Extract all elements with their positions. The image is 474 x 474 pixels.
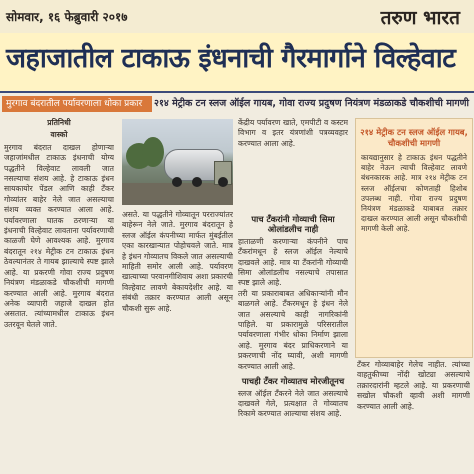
- article-column-3-top: [238, 118, 348, 210]
- article-column-1: [4, 118, 114, 470]
- article-column-3: [238, 210, 348, 470]
- masthead-bar: [0, 0, 474, 34]
- article-text: टँकर गोव्याबाहेर गेलेच नाहीत. त्यांच्या वाहतुकीच्या नोंदी खोट्या असल्याचे तक्रारदारांनी म्हटले आहे. या प्रकरणाची सखोल चौकशी व्हावी अशी मागणी करण्यात आली आहे.: [357, 360, 470, 411]
- article-text: हाताळणी करणाऱ्या कंपनीने पाच टँकरांमधून हे स्लज ऑईल नेल्याचे दाखवले आहे. मात्र या टँकरांनी गोव्याची सिमा ओलांडलीच नसल्याचे तपासात स्पष्ट झाले आहे.: [238, 236, 348, 288]
- section-heading: पाचही टँकर गोव्यातच मोरजीतूनच: [241, 376, 345, 387]
- article-text: तरी या प्रकाराबाबत अधिकाऱ्यांनी मौन बाळगले आहे. टँकरमधून हे इंधन नेले जात असल्याचे काही नागरिकांनी पाहिले. या प्रकारामुळे परिसरातील पर्यावरणाला गंभीर धोका निर्माण झाला आहे. मुरगाव बंदर प्राधिकरणाने या प्रकरणाची नोंद घ्यावी, अशी मागणी करण्यात आली आहे.: [238, 288, 348, 371]
- article-column-2: [122, 210, 233, 470]
- article-column-4: [357, 360, 470, 470]
- sidebar-text: कायद्यानुसार हे टाकाऊ इंधन पद्धतीने बाहेर नेऊन त्याची विल्हेवाट लावणे बंधनकारक आहे. मात्र २१४ मेट्रीक टन स्लज ऑईलचा कोणताही हिशोब उपलब्ध नाही. गोवा राज्य प्रदुषण नियंत्रण मंडळाकडे याबाबत तक्रार दाखल करण्यात आली असून चौकशीची मागणी केली आहे.: [361, 153, 467, 234]
- article-text: स्लज ऑईल टँकरने नेले जात असल्याचे दाखवले गेले, प्रत्यक्षात ते गोव्यातच रिकामे करण्यात आल्याचा संशय आहे.: [238, 388, 348, 419]
- headline: जहाजातील टाकाऊ इंधनाची गैरमार्गाने विल्हेवाट: [6, 43, 456, 74]
- tree: [142, 137, 164, 167]
- tanker-photo: [122, 119, 233, 205]
- article-text: केंद्रीय पर्यावरण खाते, एमपीटी व कस्टम विभाग व इतर यंत्रणांशी पत्रव्यवहार करण्यात आला आहे.: [238, 118, 348, 148]
- wheel: [192, 177, 202, 187]
- issue-date: सोमवार, १६ फेब्रुवारी २०१७: [6, 10, 128, 24]
- byline: प्रतिनिधी: [47, 118, 71, 127]
- article-text: असते. या पद्धतीने गोव्यातून परराज्यांतर बाहेरून नेले जाते. मुरगाव बंदरातून हे स्लज ऑईल कंपनीच्या मार्फत मुंबईतील एका कारखान्यात पोहोचवले जाते. मात्र हे इंधन गोव्यातच विकले जात असल्याची माहिती समोर आली आहे. पर्यावरण खात्याच्या परवानगीशिवाय अशा प्रकारची विल्हेवाट लावणे बेकायदेशीर आहे. या संबंधी तक्रार करण्यात आली असून चौकशी सुरू आहे.: [122, 210, 233, 313]
- article-text: मुरगाव बंदरात दाखल होणाऱ्या जहाजांमधील टाकाऊ इंधनाची योग्य पद्धतीने विल्हेवाट लावली जात नसल्याचा संशय आहे. हे टाकाऊ इंधन सायकायोर पेंडल आणि काही टँकर गोव्यांतर बाहेर नेले जात असल्याचा संशय व्यक्त करण्यात आला आहे. पर्यावरणाला घातक ठरणाऱ्या या इंधनाची विल्हेवाट लावताना पर्यावरणाची काळजी घेणे आवश्यक आहे. मुरगाव बंदरातून २१४ मेट्रीक टन टाकाऊ इंधन ठेवल्यानंतर ते गायब झाल्याचे स्पष्ट झाले आहे. या प्रकरणी गोवा राज्य प्रदुषण नियंत्रण मंडळाकडे चौकशीची मागणी करण्यात आली आहे. मुरगाव बंदरात अनेक व्यापारी जहाजे दाखल होत असतात. त्यांच्यामधील टाकाऊ इंधन उतरवून घेतले जाते.: [4, 142, 114, 329]
- wheel: [218, 177, 228, 187]
- kicker: मुरगाव बंदरातील पर्यावरणाला धोका प्रकार: [2, 96, 152, 112]
- section-heading: पाच टँकरांनी गोव्याची सिमा ओलांडलीच नाही: [251, 214, 335, 235]
- headline-rule: [0, 91, 474, 93]
- dateline-place: वास्को: [50, 130, 68, 140]
- wheel: [172, 177, 182, 187]
- sidebar-title: २१४ मेट्रीक टन स्लज ऑईल गायब, चौकशीची मागणी: [360, 127, 468, 148]
- subheadline: २१४ मेट्रीक टन स्लज ऑईल गायब, गोवा राज्य प्रदुषण नियंत्रण मंडळाकडे चौकशीची मागणी: [154, 98, 470, 109]
- newspaper-name: तरुण भारत: [380, 7, 460, 29]
- sidebar-box: [355, 118, 473, 358]
